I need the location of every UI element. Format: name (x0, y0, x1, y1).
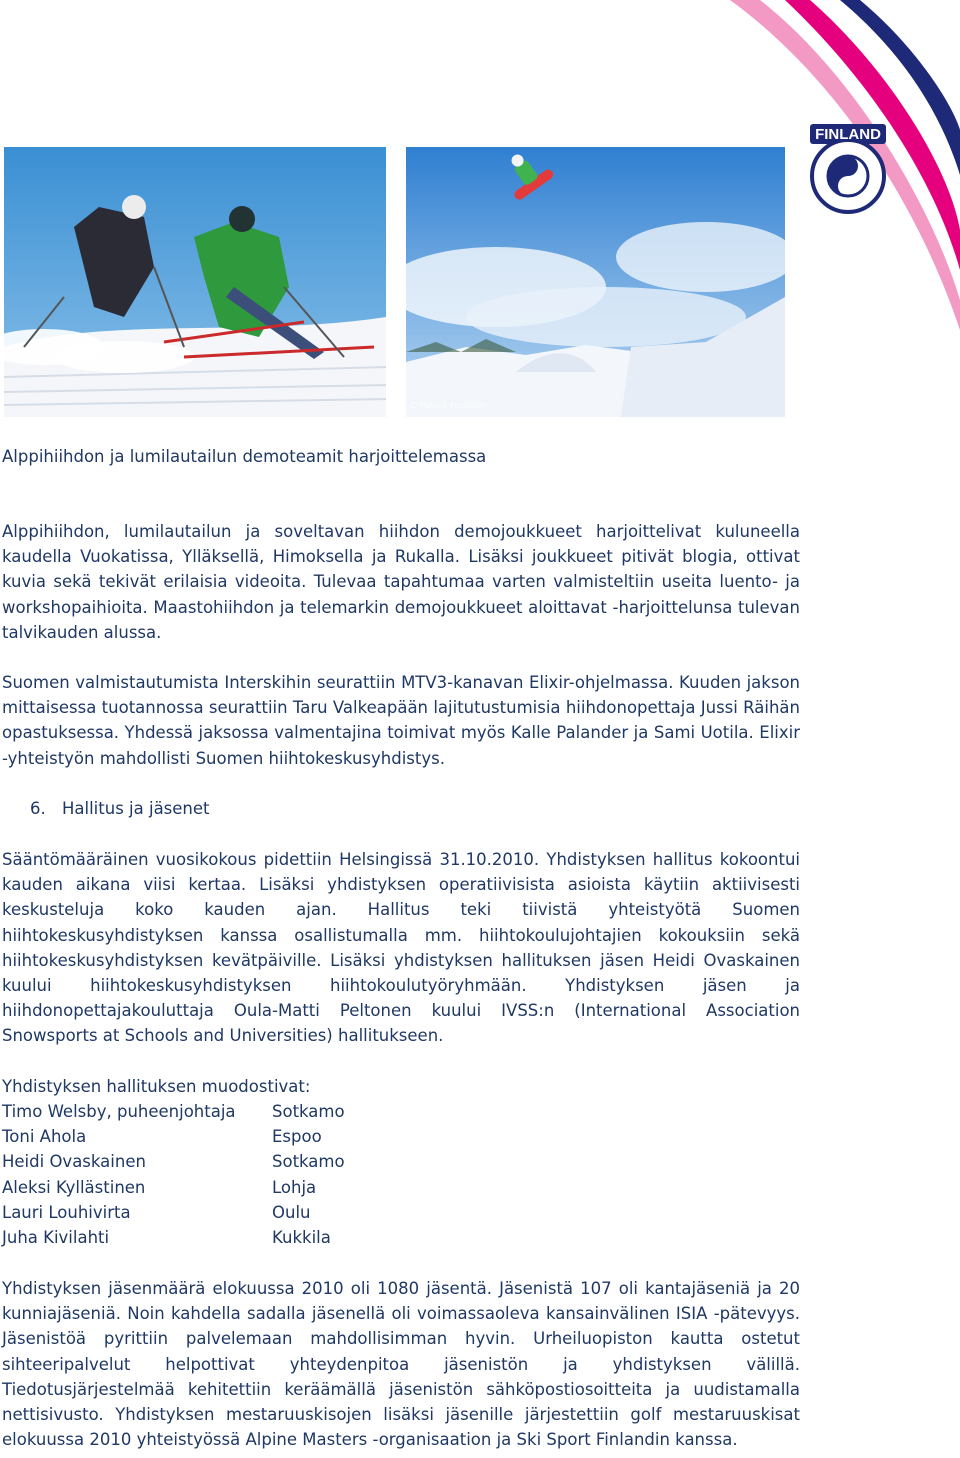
list-item (2, 1149, 402, 1174)
section-title: Hallitus ja jäsenet (62, 799, 210, 818)
member-city: Lohja (272, 1177, 317, 1197)
board-member-list (2, 1099, 402, 1250)
member-city: Oulu (272, 1202, 311, 1222)
list-item (2, 1200, 402, 1225)
list-item (2, 1099, 402, 1124)
member-name: Heidi Ovaskainen (2, 1152, 146, 1172)
member-name: Aleksi Kyllästinen (2, 1177, 146, 1197)
member-name: Toni Ahola (2, 1127, 87, 1147)
logo-wordmark: FINLAND (815, 126, 881, 143)
list-item (2, 1175, 402, 1200)
member-name: Timo Welsby, puheenjohtaja (2, 1102, 236, 1121)
board-list-title: Yhdistyksen hallituksen muodostivat: (2, 1077, 311, 1096)
member-city: Sotkamo (272, 1152, 345, 1172)
member-city: Espoo (272, 1127, 322, 1147)
section-number: 6. (30, 799, 46, 818)
member-city: Sotkamo (272, 1102, 345, 1121)
paragraph-board: Sääntömääräinen vuosikokous pidettiin Helsingissä 31.10.2010. Yhdistyksen hallitus kokoontui kauden aikana viisi kertaa. Lisäksi yhdistyksen operatiivisista asioista käytiin aktiivisesti keskusteluja koko kauden ajan. Hallitus teki tiivistä yhteistyötä Suomen hiihtokeskusyhdistyksen kanssa osallistumalla mm. hiihtokoulujohtajien kokouksiin sekä hiihtokeskusyhdistyksen kevätpäiville. Lisäksi yhdistyksen hallituksen jäsen Heidi Ovaskainen kuului hiihtokeskusyhdistyksen hiihtokoulutyöryhmään. Yhdistyksen jäsen ja hiihdonopettajakouluttaja Oula-Matti Peltonen kuului IVSS:n (International Association Snowsports at Schools and Universities) hallitukseen. (2, 850, 800, 1046)
paragraph-membership: Yhdistyksen jäsenmäärä elokuussa 2010 oli 1080 jäsentä. Jäsenistä 107 oli kantajäseniä ja 20 kunniajäseniä. Noin kahdella sadalla jäsenellä oli voimassaoleva kansainvälinen ISIA -pätevyys. Jäsenistöä pyrittiin palvelemaan mahdollisimman hyvin. Urheiluopiston kautta ostetut sihteeripalvelut helpottivat yhteydenpitoa jäsenistön ja yhdistyksen välillä. Tiedotusjärjestelmää kehitettiin keräämällä jäsenistön sähköpostiosoitteita ja uudistamalla nettisivusto. Yhdistyksen mestaruuskisojen lisäksi jäsenille järjestettiin golf mestaruuskisat elokuussa 2010 yhteistyössä Alpine Masters -organisaation ja Ski Sport Finlandin kanssa. (2, 1279, 800, 1450)
photo-caption: Alppihiihdon ja lumilautailun demoteamit harjoittelemassa (2, 447, 487, 466)
member-name: Lauri Louhivirta (2, 1202, 131, 1222)
photo-skiers (4, 147, 386, 417)
member-city: Kukkila (272, 1227, 331, 1247)
list-item (2, 1124, 402, 1149)
paragraph-demoteams: Alppihiihdon, lumilautailun ja soveltavan hiihdon demojoukkueet harjoittelivat kuluneella kaudella Vuokatissa, Ylläksellä, Himoksella ja Rukalla. Lisäksi joukkueet pitivät blogia, ottivat kuvia sekä tekivät erilaisia videoita. Tulevaa tapahtumaa varten valmisteltiin useita luento- ja workshopaihioita. Maastohiihdon ja telemarkin demojoukkueet aloittavat -harjoittelunsa tulevan talvikauden alussa. (2, 522, 800, 642)
section-heading (2, 796, 800, 821)
photo-snowboarder (406, 147, 785, 417)
list-item (2, 1225, 402, 1250)
paragraph-interski: Suomen valmistautumista Interskihin seurattiin MTV3-kanavan Elixir-ohjelmassa. Kuuden jakson mittaisessa tuotannossa seurattiin Taru Valkeapään lajitutustumisia hiihdonopettaja Jussi Räihän opastuksessa. Yhdessä jaksossa valmentajina toimivat myös Kalle Palander ja Sami Uotila. Elixir -yhteistyön mahdollisti Suomen hiihtokeskusyhdistys. (2, 673, 800, 768)
photo-credit: © Patrick Forsblom (410, 401, 487, 410)
member-name: Juha Kivilahti (2, 1227, 110, 1247)
